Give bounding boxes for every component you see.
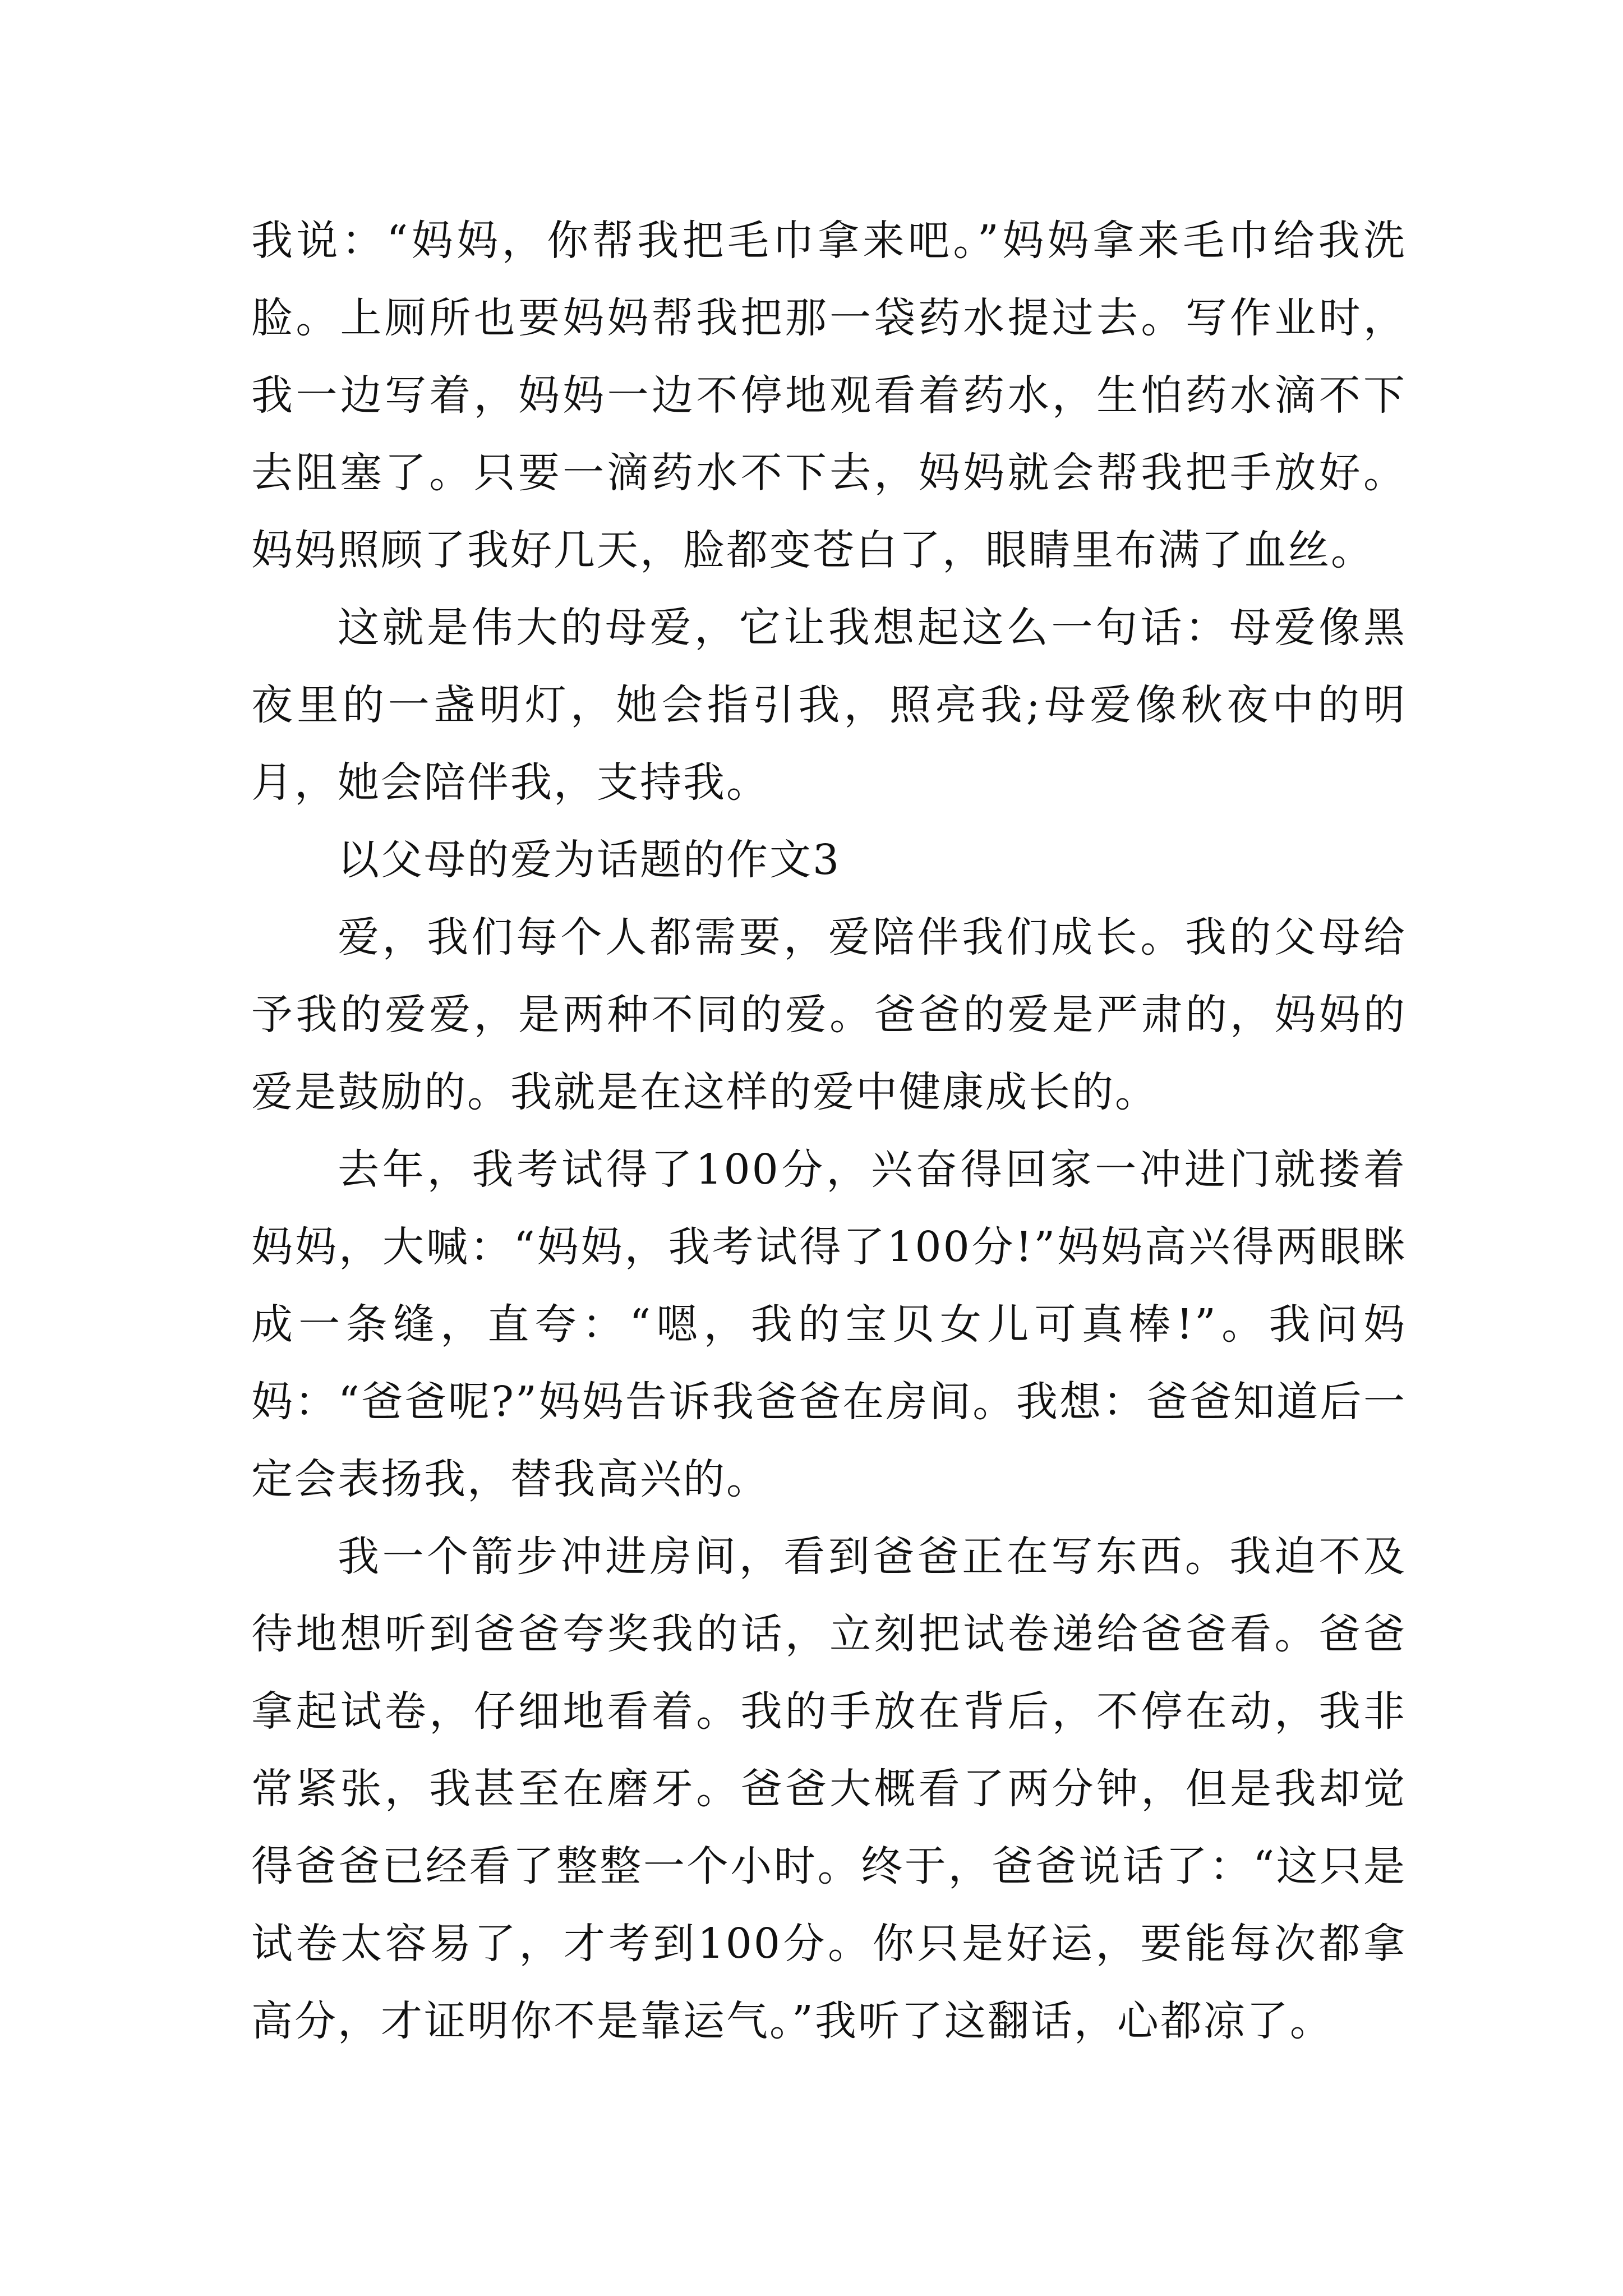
- paragraph-1: 我说：“妈妈，你帮我把毛巾拿来吧。”妈妈拿来毛巾给我洗脸。上厕所也要妈妈帮我把那一袋药水提过去。写作业时，我一边写着，妈妈一边不停地观看着药水，生怕药水滴不下去阻塞了。只要一滴药水不下去，妈妈就会帮我把手放好。妈妈照顾了我好几天，脸都变苍白了，眼睛里布满了血丝。: [251, 217, 1407, 574]
- section-title: 以父母的爱为话题的作文3: [338, 836, 841, 884]
- paragraph-5: 我一个箭步冲进房间，看到爸爸正在写东西。我迫不及待地想听到爸爸夸奖我的话，立刻把试卷递给爸爸看。爸爸拿起试卷，仔细地看着。我的手放在背后，不停在动，我非常紧张，我甚至在磨牙。爸爸大概看了两分钟，但是我却觉得爸爸已经看了整整一个小时。终于，爸爸说话了：“这只是试卷太容易了，才考到100分。你只是好运，要能每次都拿高分，才证明你不是靠运气。”我听了这翻话，心都凉了。: [251, 1533, 1407, 2045]
- paragraph-2: 这就是伟大的母爱，它让我想起这么一句话：母爱像黑夜里的一盏明灯，她会指引我，照亮我;母爱像秋夜中的明月，她会陪伴我，支持我。: [251, 604, 1407, 807]
- paragraph-3: 爱，我们每个人都需要，爱陪伴我们成长。我的父母给予我的爱爱，是两种不同的爱。爸爸的爱是严肃的，妈妈的爱是鼓励的。我就是在这样的爱中健康成长的。: [251, 913, 1407, 1116]
- paragraph-4: 去年，我考试得了100分，兴奋得回家一冲进门就搂着妈妈，大喊：“妈妈，我考试得了100分!”妈妈高兴得两眼眯成一条缝，直夸：“嗯，我的宝贝女儿可真棒!”。我问妈妈：“爸爸呢?”妈妈告诉我爸爸在房间。我想：爸爸知道后一定会表扬我，替我高兴的。: [251, 1145, 1407, 1503]
- document-body: [251, 202, 1407, 2060]
